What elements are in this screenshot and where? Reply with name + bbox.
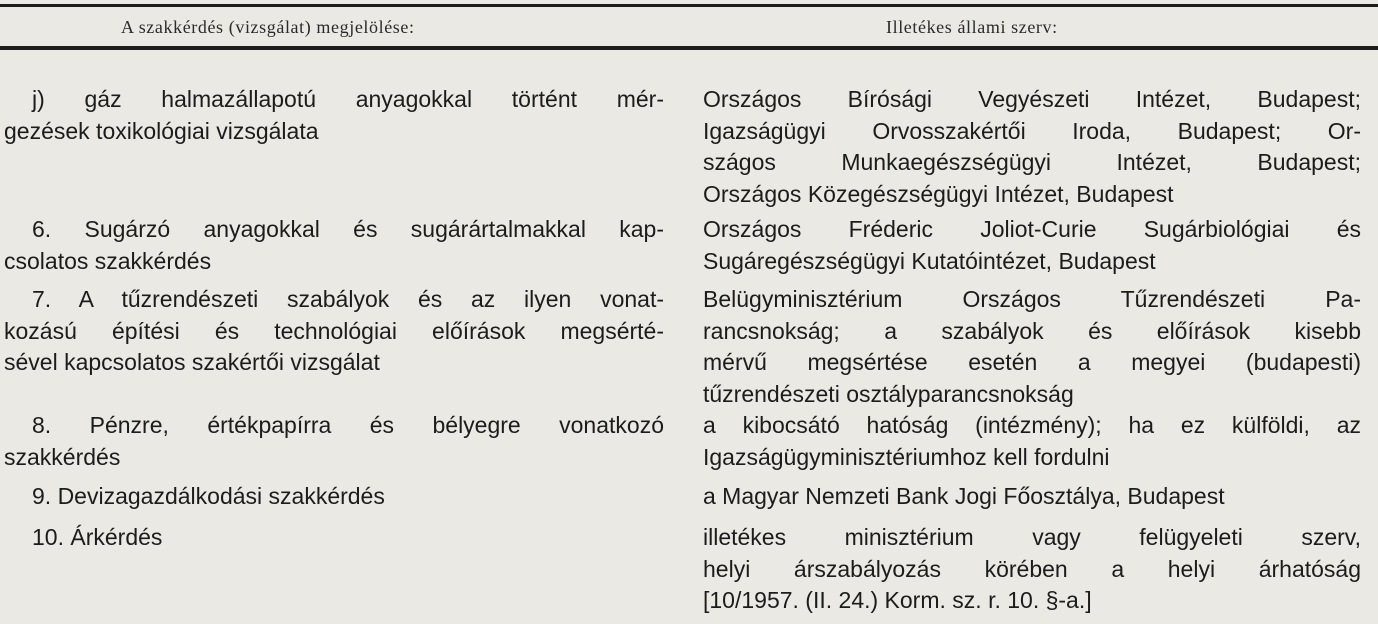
subject-line: 6. Sugárzó anyagokkal és sugárártalmakkal kap- — [32, 216, 664, 242]
subject-cell — [4, 284, 664, 379]
authority-line: tűzrendészeti osztályparancsnokság — [703, 380, 1074, 407]
authority-line: [10/1957. (II. 24.) Korm. sz. r. 10. §-a.] — [703, 587, 1092, 613]
column-header-subject: A szakkérdés (vizsgálat) megjelölése: — [121, 17, 415, 37]
header-rule — [0, 46, 1378, 50]
subject-line: 8. Pénzre, értékpapírra és bélyegre vonatkozó — [32, 412, 664, 438]
subject-cell — [4, 522, 664, 554]
column-header-authority: Illetékes állami szerv: — [886, 17, 1058, 37]
authority-line: rancsnokság; a szabályok és előírások kisebb — [703, 317, 1361, 344]
authority-line: Igazságügyminisztériumhoz kell fordulni — [703, 443, 1110, 470]
authority-cell — [703, 214, 1361, 277]
subject-line: 9. Devizagazdálkodási szakkérdés — [32, 483, 385, 509]
authority-cell — [703, 522, 1361, 617]
authority-line: szágos Munkaegészségügyi Intézet, Budapest; — [703, 149, 1361, 175]
authority-line: helyi árszabályozás körében a helyi árhatóság — [703, 555, 1361, 582]
subject-line: 10. Árkérdés — [32, 524, 163, 550]
subject-cell — [4, 481, 664, 513]
authority-line: mérvű megsértése esetén a megyei (budapesti) — [703, 349, 1361, 375]
subject-line: kozású építési és technológiai előírások megsérté- — [4, 317, 664, 344]
top-rule — [0, 4, 1378, 7]
authority-cell — [703, 481, 1361, 513]
authority-line: Belügyminisztérium Országos Tűzrendészeti Pa- — [703, 286, 1361, 312]
authority-cell — [703, 410, 1361, 473]
subject-line: 7. A tűzrendészeti szabályok és az ilyen vonat- — [32, 286, 664, 312]
authority-cell — [703, 84, 1361, 210]
authority-line: Országos Fréderic Joliot-Curie Sugárbiológiai és — [703, 216, 1361, 242]
authority-line: Országos Bírósági Vegyészeti Intézet, Budapest; — [703, 86, 1361, 112]
subject-line: gezések toxikológiai vizsgálata — [4, 117, 319, 144]
table-header — [0, 10, 1378, 46]
subject-cell — [4, 410, 664, 473]
subject-line: sével kapcsolatos szakértői vizsgálat — [4, 349, 380, 375]
authority-line: Országos Közegészségügyi Intézet, Budapest — [703, 180, 1174, 207]
authority-line: Sugáregészségügyi Kutatóintézet, Budapest — [703, 247, 1156, 274]
authority-line: a kibocsátó hatóság (intézmény); ha ez külföldi, az — [703, 412, 1361, 438]
subject-line: csolatos szakkérdés — [4, 247, 212, 274]
authority-line: Igazságügyi Orvosszakértői Iroda, Budapest; Or- — [703, 117, 1361, 144]
subject-cell — [4, 214, 664, 277]
subject-line: szakkérdés — [4, 443, 121, 470]
subject-line: j) gáz halmazállapotú anyagokkal történt mér- — [32, 86, 664, 112]
authority-cell — [703, 284, 1361, 410]
authority-line: a Magyar Nemzeti Bank Jogi Főosztálya, Budapest — [703, 483, 1225, 509]
authority-line: illetékes minisztérium vagy felügyeleti szerv, — [703, 524, 1361, 550]
subject-cell — [4, 84, 664, 147]
